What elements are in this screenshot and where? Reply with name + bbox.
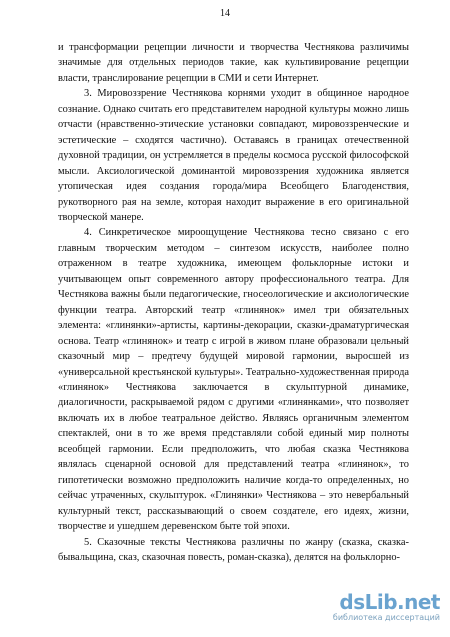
- document-body: [58, 40, 409, 565]
- watermark-caption: библиотека диссертаций: [332, 613, 440, 622]
- paragraph-5-fairy-tales: 5. Сказочные тексты Честнякова различны по жанру (сказка, сказка-бывальщина, сказ, сказочная повесть, роман-сказка), делятся на фольклорно-: [58, 536, 409, 563]
- paragraph-4-syncretic: 4. Синкретическое мироощущение Честнякова тесно связано с его главным творческим методом – синтезом искусств, наиболее полно отраженном в театре художника, имеющем фольклорные истоки и учитывающем опыт современного автору профессионального театра. Для Честнякова важны были педагогические, гносеологические и аксиологические функции театра. Авторский театр «глинянок» имел три обязательных элемента: «глинянки»-артисты, картины-декорации, сказки-драматургическая основа. Театр «глинянок» и театр с игрой в живом плане образовали цельный сказочный мир – предтечу будущей мировой гармонии, выросшей из «универсальной крестьянской культуры». Театрально-художественная природа «глинянок» Честнякова заключается в скульптурной динамике, диалогичности, раскрываемой рядом с другими «глинянками», что позволяет включать их в любое театральное действо. Являясь органичным элементом спектаклей, они в то же время представляли собой единый мир полноты всеобщей гармонии. Если предположить, что любая сказка Честнякова являлась сценарной основой для представлений театра «глинянок», то гипотетически возможно предположить наличие когда-то определенных, но сейчас утраченных, скульптурок. «Глинянки» Честнякова – это невербальный культурный текст, рассказывающий о своем создателе, его идеях, жизни, творчестве и ушедшем деревенском быте той эпохи.: [58, 227, 409, 533]
- watermark-logo: dsLib.net: [339, 590, 440, 614]
- page-number: 14: [220, 8, 230, 19]
- site-watermark: [330, 591, 440, 631]
- paragraph-continuation: и трансформации рецепции личности и творчества Честнякова различимы значимые для отдельных периодов такие, как культивирование рецепции власти, транслирование рецепции в СМИ и сети Интернет.: [58, 42, 409, 84]
- paragraph-3-worldview: 3. Мировоззрение Честнякова корнями уходит в общинное народное сознание. Однако считать его представителем народной культуры можно лишь отчасти (нравственно-этические установки совпадают, мировоззренческие и эстетические – сходятся частично). Оставаясь в границах отечественной духовной традиции, он устремляется в пределы космоса русской философской мысли. Аксиологической доминантой мировоззрения художника является утопическая идея создания города/мира Всеобщего Благоденствия, рукотворного рая на земле, которая находит выражение в его оригинальной творческой манере.: [58, 88, 409, 223]
